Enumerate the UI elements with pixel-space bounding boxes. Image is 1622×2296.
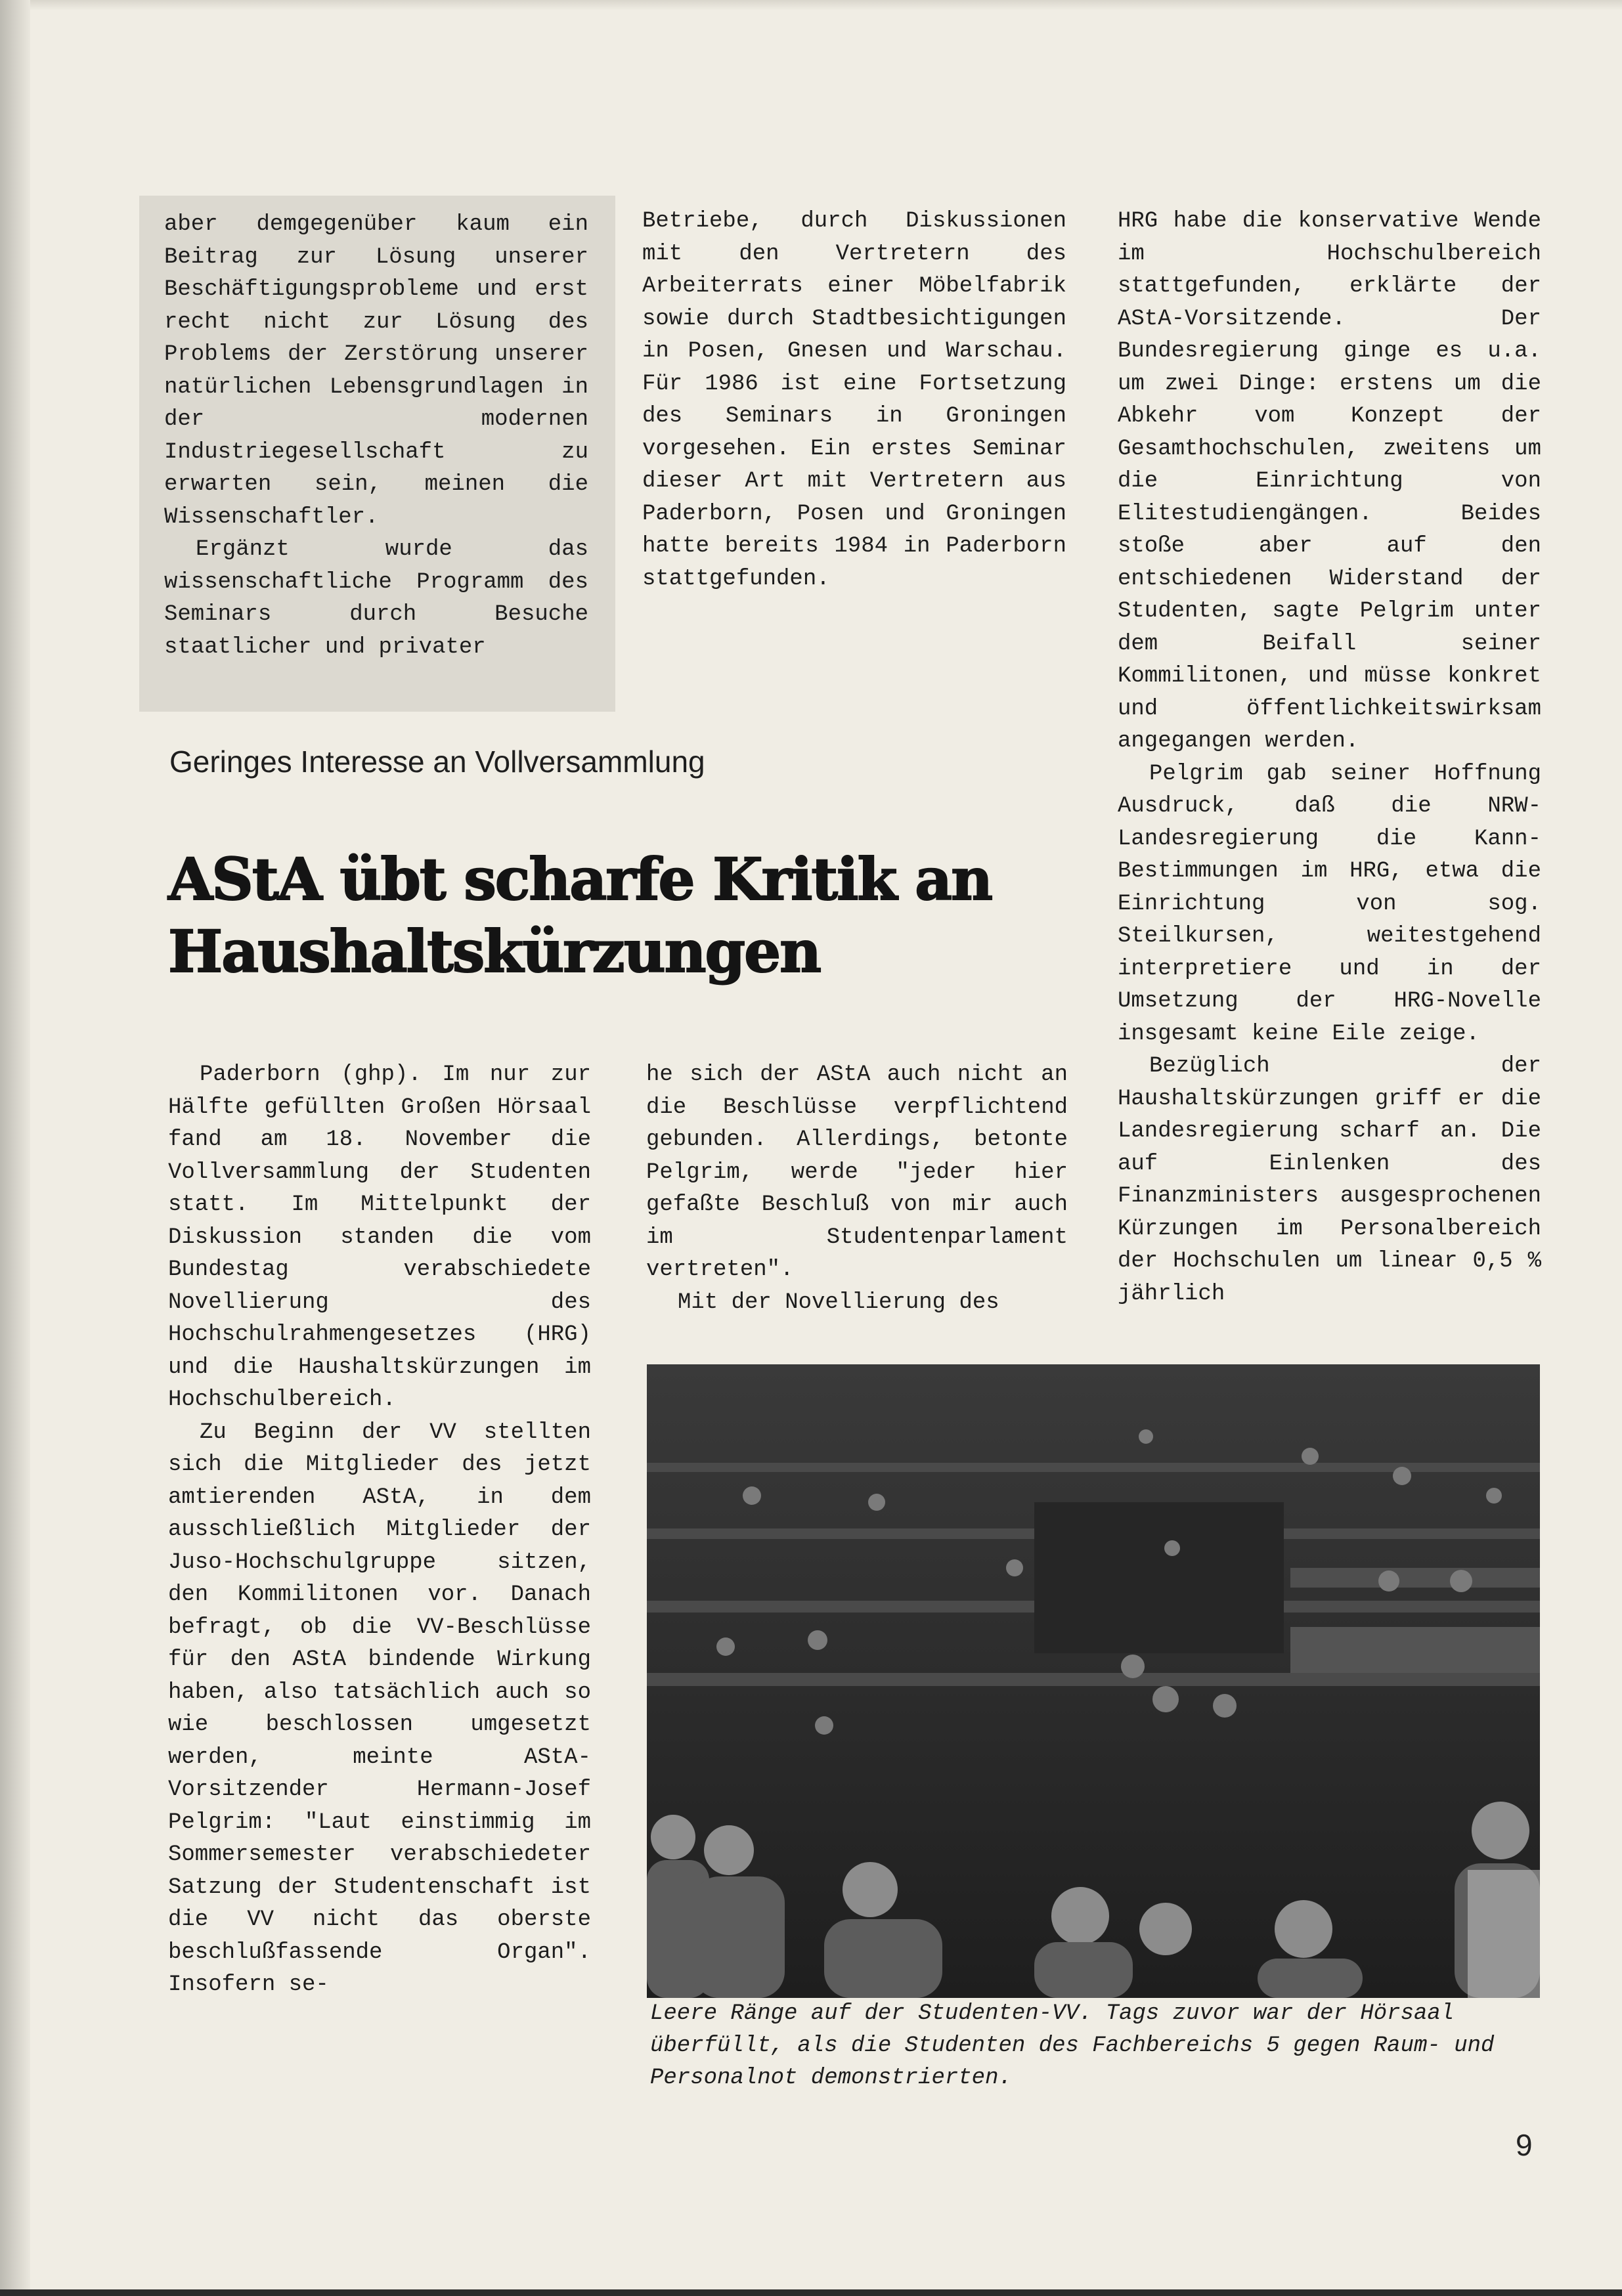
paragraph: aber demgegenüber kaum ein Beitrag zur Lösung unserer Beschäftigungsprobleme und erst recht nicht zur Lösung des Problems der Zerstörung unserer natürlichen Lebensgrundlagen in der modernen Industriegesellschaft zu erwarten sein, meinen die Wissenschaftler. (164, 212, 588, 530)
previous-article-column-2 (642, 206, 1066, 596)
paragraph: Pelgrim gab seiner Hoffnung Ausdruck, daß die NRW-Landesregierung die Kann-Bestimmungen im HRG, etwa die Einrichtung von sog. Steilkursen, weitestgehend interpretiere und in der Umsetzung der HRG-Novelle insgesamt keine Eile zeige. (1118, 761, 1541, 1047)
page-bottom-edge (0, 2289, 1622, 2296)
article-headline (168, 843, 992, 987)
page-top-edge (30, 0, 1622, 11)
paragraph: Paderborn (ghp). Im nur zur Hälfte gefüllten Großen Hörsaal fand am 18. November die Vollversammlung der Studenten statt. Im Mittelpunkt der Diskussion standen die vom Bundestag verabschiedete Novellierung des Hochschulrahmengesetzes (HRG) und die Haushaltskürzungen im Hochschulbereich. (168, 1062, 591, 1412)
photo-caption: Leere Ränge auf der Studenten-VV. Tags zuvor war der Hörsaal überfüllt, als die Studenten des Fachbereichs 5 gegen Raum- und Personalnot demonstrierten. (650, 2001, 1495, 2090)
previous-article-column-1 (164, 209, 588, 664)
paragraph: Bezüglich der Haushaltskürzungen griff er die Landesregierung scharf an. Die auf Einlenken des Finanzministers ausgesprochenen Kürzungen im Personalbereich der Hochschulen um linear 0,5 % jährlich (1118, 1054, 1541, 1307)
paragraph: Zu Beginn der VV stellten sich die Mitglieder des jetzt amtierenden AStA, in dem ausschließlich Mitglieder der Juso-Hochschulgruppe sitzen, den Kommilitonen vor. Danach befragt, ob die VV-Beschlüsse für den AStA bindende Wirkung haben, also tatsächlich auch so wie beschlossen umgesetzt werden, meinte AStA-Vorsitzender Hermann-Josef Pelgrim: "Laut einstimmig im Sommersemester verabschiedeter Satzung der Studentenschaft ist die VV nicht das oberste beschlußfassende Organ". Insofern se- (168, 1419, 591, 1997)
paragraph: Ergänzt wurde das wissenschaftliche Programm des Seminars durch Besuche staatlicher und privater (164, 537, 588, 660)
paragraph: Mit der Novellierung des (678, 1289, 999, 1315)
article-column-3 (1118, 206, 1541, 1310)
headline-line-1: AStA übt scharfe Kritik an (168, 845, 992, 913)
article-column-1 (168, 1059, 591, 2002)
paragraph: he sich der AStA auch nicht an die Beschlüsse verpflichtend gebunden. Allerdings, betonte Pelgrim, werde "jeder hier gefaßte Beschluß von mir auch im Studentenparlament vertreten". (646, 1062, 1068, 1282)
paragraph: Betriebe, durch Diskussionen mit den Vertretern des Arbeiterrats einer Möbelfabrik sowie durch Stadtbesichtigungen in Posen, Gnesen und Warschau. Für 1986 ist eine Fortsetzung des Seminars in Groningen vorgesehen. Ein erstes Seminar dieser Art mit Vertretern aus Paderborn, Posen und Groningen hatte bereits 1984 in Paderborn stattgefunden. (642, 209, 1066, 592)
page-spine (0, 0, 30, 2296)
lecture-hall-illustration (647, 1364, 1540, 1998)
article-kicker: Geringes Interesse an Vollversammlung (169, 745, 705, 779)
paragraph: HRG habe die konservative Wende im Hochschulbereich stattgefunden, erklärte der AStA-Vorsitzende. Der Bundesregierung ginge es u.a. um zwei Dinge: erstens um die Abkehr vom Konzept der Gesamthochschulen, zweitens um die Einrichtung von Elitestudiengängen. Beides stoße aber auf den entschiedenen Widerstand der Studenten, sagte Pelgrim unter dem Beifall seiner Kommilitonen, und müsse konkret und öffentlichkeitswirksam angegangen werden. (1118, 209, 1541, 754)
lecture-hall-photo (647, 1364, 1540, 1998)
article-column-2 (646, 1059, 1068, 1319)
headline-line-2: Haushaltskürzungen (168, 917, 821, 986)
page-number: 9 (1516, 2128, 1533, 2162)
